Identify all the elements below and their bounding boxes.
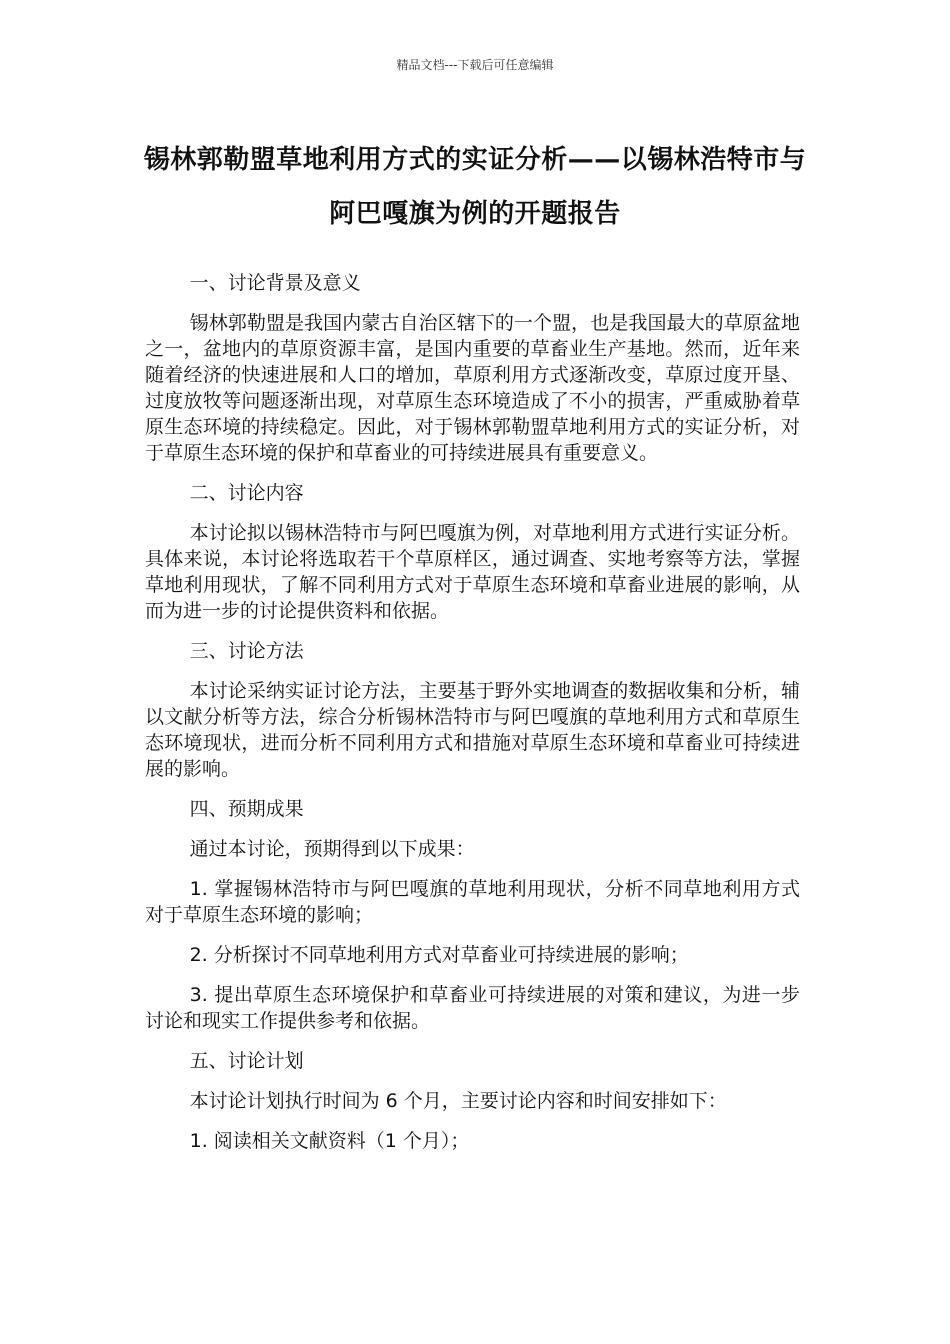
paragraph: 锡林郭勒盟是我国内蒙古自治区辖下的一个盟，也是我国最大的草原盆地之一，盆地内的草原资源丰富，是国内重要的草畜业生产基地。然而，近年来随着经济的快速进展和人口的增加，草原利用方式逐渐改变，草原过度开垦、过度放牧等问题逐渐出现，对草原生态环境造成了不小的损害，严重威胁着草原生态环境的持续稳定。因此，对于锡林郭勒盟草地利用方式的实证分析，对于草原生态环境的保护和草畜业的可持续进展具有重要意义。: [145, 312, 800, 464]
paragraph: 本讨论计划执行时间为 6 个月，主要讨论内容和时间安排如下：: [189, 1090, 727, 1112]
list-item: 3. 提出草原生态环境保护和草畜业可持续进展的对策和建议，为进一步讨论和现实工作提供参考和依据。: [145, 984, 800, 1032]
section-heading: 五、讨论计划: [189, 1050, 304, 1072]
section-heading: 四、预期成果: [189, 798, 304, 820]
paragraph: 通过本讨论，预期得到以下成果：: [189, 838, 475, 860]
list-item: 2. 分析探讨不同草地利用方式对草畜业可持续进展的影响；: [189, 944, 689, 966]
section-heading: 一、讨论背景及意义: [189, 272, 361, 294]
document-title: 锡林郭勒盟草地利用方式的实证分析——以锡林浩特市与阿巴嘎旗为例的开题报告: [143, 145, 807, 229]
header-note: 精品文档---下载后可任意编辑: [396, 58, 554, 72]
section-heading: 二、讨论内容: [189, 482, 304, 504]
document-body: [145, 270, 800, 1168]
list-item: 1. 掌握锡林浩特市与阿巴嘎旗的草地利用现状，分析不同草地利用方式对于草原生态环境的影响；: [145, 878, 800, 926]
paragraph: 本讨论拟以锡林浩特市与阿巴嘎旗为例，对草地利用方式进行实证分析。具体来说，本讨论将选取若干个草原样区，通过调查、实地考察等方法，掌握草地利用现状，了解不同利用方式对于草原生态环境和草畜业进展的影响，从而为进一步的讨论提供资料和依据。: [145, 522, 800, 622]
paragraph: 本讨论采纳实证讨论方法，主要基于野外实地调查的数据收集和分析，辅以文献分析等方法，综合分析锡林浩特市与阿巴嘎旗的草地利用方式和草原生态环境现状，进而分析不同利用方式和措施对草原生态环境和草畜业可持续进展的影响。: [145, 680, 800, 780]
list-item: 1. 阅读相关文献资料（1 个月）；: [189, 1130, 470, 1152]
section-heading: 三、讨论方法: [189, 640, 304, 662]
